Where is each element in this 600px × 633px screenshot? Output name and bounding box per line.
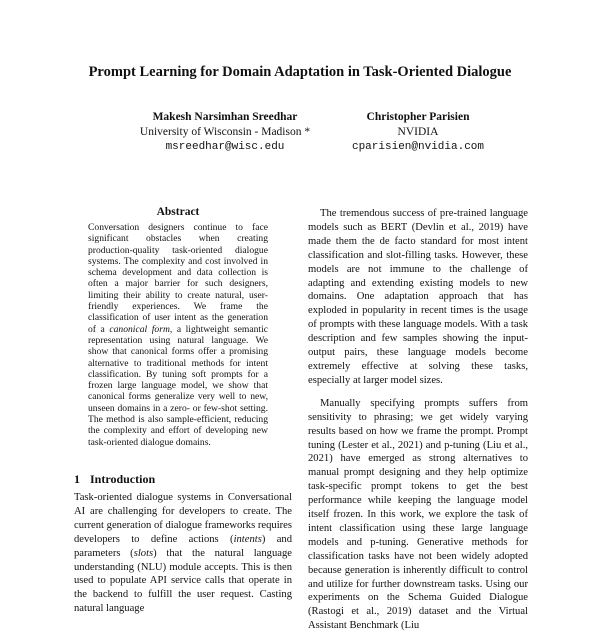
author-block-2 [318,110,518,155]
author-name: Makesh Narsimhan Sreedhar [152,111,298,123]
intro-text: ) that the natural language understanding (NLU) module accepts. This is then used to populate API service calls that operate in the backend to fulfill the user request. Casting natural language [74,547,292,615]
body-paragraph: The tremendous success of pre-trained language models such as BERT (Devlin et al., 2019) have made them the de facto standard for most intent classification and slot-filling tasks. However, these models are not immune to the challenge of adapting and extending existing models to new domains. One adaptation approach that has exploded in popularity in recent times is the usage of prompts with these language models. With a task description and few samples showing the input-output pairs, these language models become extremely effective at solving these tasks, especially at larger model sizes. [308,208,528,386]
abstract-term: canonical form [109,323,170,335]
intro-paragraph [74,491,292,616]
section-heading [74,472,155,487]
section-number: 1 [74,472,80,486]
author-affiliation: NVIDIA [397,126,439,138]
author-name: Christopher Parisien [366,111,470,123]
abstract-text: , a lightweight semantic representation using natural language. We show that canonical forms offer a promising alternative to traditional methods for intent classification. By tuning soft prompts for a frozen large language model, we show that canonical forms generalize very well to new, unseen domains in a zero- or few-shot setting. The method is also sample-efficient, reducing the complexity and effort of developing new task-oriented dialogue domains. [88,323,268,448]
abstract-heading: Abstract [156,206,200,218]
section-title: Introduction [90,472,156,486]
intro-term: intents [233,533,262,545]
author-email: msreedhar@wisc.edu [165,141,285,153]
author-affiliation: University of Wisconsin - Madison * [139,126,311,138]
paper-title: Prompt Learning for Domain Adaptation in Task-Oriented Dialogue [88,64,512,80]
intro-text: ) and parameters ( [74,533,292,559]
abstract-body [88,222,268,448]
intro-term: slots [133,547,154,559]
right-column [308,207,528,633]
author-email: cparisien@nvidia.com [351,141,485,153]
abstract-text: Conversation designers continue to face significant obstacles when creating production-quality task-oriented dialogue systems. The complexity and cost involved in schema development and data collection is often a major barrier for such designers, limiting their ability to create natural, user-friendly experiences. We frame the classification of user intent as the generation of a [88,222,268,335]
body-paragraph: Manually specifying prompts suffers from sensitivity to phrasing; we get widely varying results based on how we frame the prompt. Prompt tuning (Lester et al., 2021) and p-tuning (Liu et al., 2021) have emerged as strong alternatives to manual prompt designing and they help optimize task-specific prompt tokens to get the best performance while keeping the language model itself frozen. In this work, we explore the task of intent classification using these large language models and p-tuning. Generative methods for classification tasks have not been widely adopted because generation is inherently difficult to control and utilize for further downstream tasks. Using our experiments on the Schema Guided Dialogue (Rastogi et al., 2019) dataset and the Virtual Assistant Benchmark (Liu [308,397,528,632]
intro-text: Task-oriented dialogue systems in Conversational AI are challenging for developers to create. The current generation of dialogue frameworks requires developers to define actions ( [74,492,292,545]
author-block-1 [100,110,350,155]
